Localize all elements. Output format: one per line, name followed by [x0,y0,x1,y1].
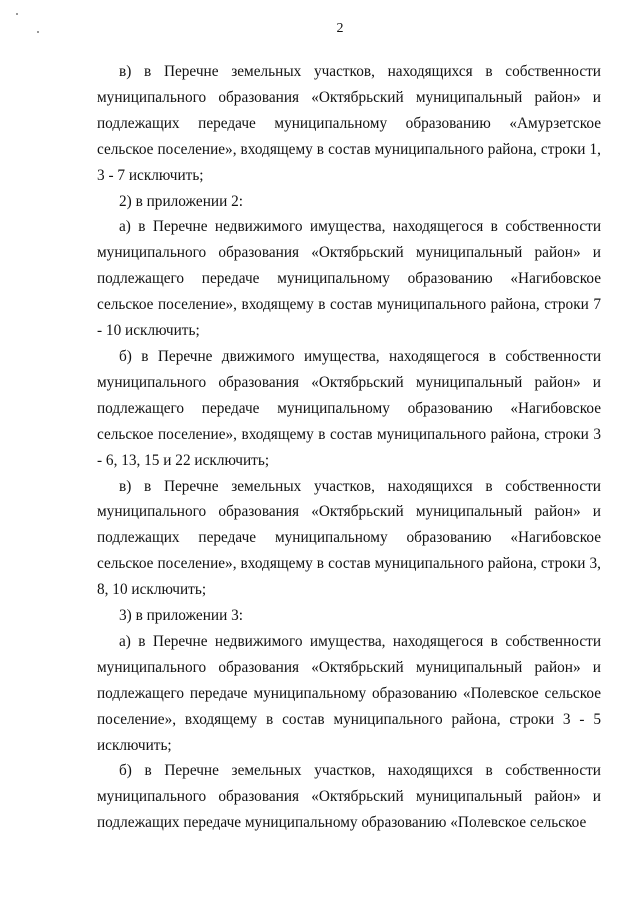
paragraph-2b-nagibovo-movable: б) в Перечне движимого имущества, находящегося в собственности муниципального образования «Октябрьский муниципальный район» и подлежащего передаче муниципальному образованию «Нагибовское сельское поселение», входящему в состав муниципального района, строки 3 - 6, 13, 15 и 22 исключить; [97,347,601,469]
item-appendix-3: 3) в приложении 3: [119,607,243,625]
document-body [97,59,601,836]
page-number: 2 [336,21,344,36]
paragraph-2v-nagibovo-land: в) в Перечне земельных участков, находящихся в собственности муниципального образования «Октябрьский муниципальный район» и подлежащих передаче муниципальному образованию «Нагибовское сельское поселение», входящему в состав муниципального района, строки 3, 8, 10 исключить; [97,477,601,599]
scan-speck [16,13,18,15]
paragraph-3b-polevskoe-land: б) в Перечне земельных участков, находящихся в собственности муниципального образования «Октябрьский муниципальный район» и подлежащих передаче муниципальному образованию «Полевское сельское [97,762,601,832]
paragraph-3a-polevskoe-real-estate: а) в Перечне недвижимого имущества, находящегося в собственности муниципального образования «Октябрьский муниципальный район» и подлежащего передаче муниципальному образованию «Полевское сельское поселение», входящему в состав муниципального района, строки 3 - 5 исключить; [97,632,601,754]
paragraph-3v-amurzet-land: в) в Перечне земельных участков, находящихся в собственности муниципального образования «Октябрьский муниципальный район» и подлежащих передаче муниципальному образованию «Амурзетское сельское поселение», входящему в состав муниципального района, строки 1, 3 - 7 исключить; [97,63,601,184]
paragraph-2a-nagibovo-real-estate: а) в Перечне недвижимого имущества, находящегося в собственности муниципального образования «Октябрьский муниципальный район» и подлежащего передаче муниципальному образованию «Нагибовское сельское поселение», входящему в состав муниципального района, строки 7 - 10 исключить; [97,218,601,340]
item-appendix-2: 2) в приложении 2: [119,192,243,210]
